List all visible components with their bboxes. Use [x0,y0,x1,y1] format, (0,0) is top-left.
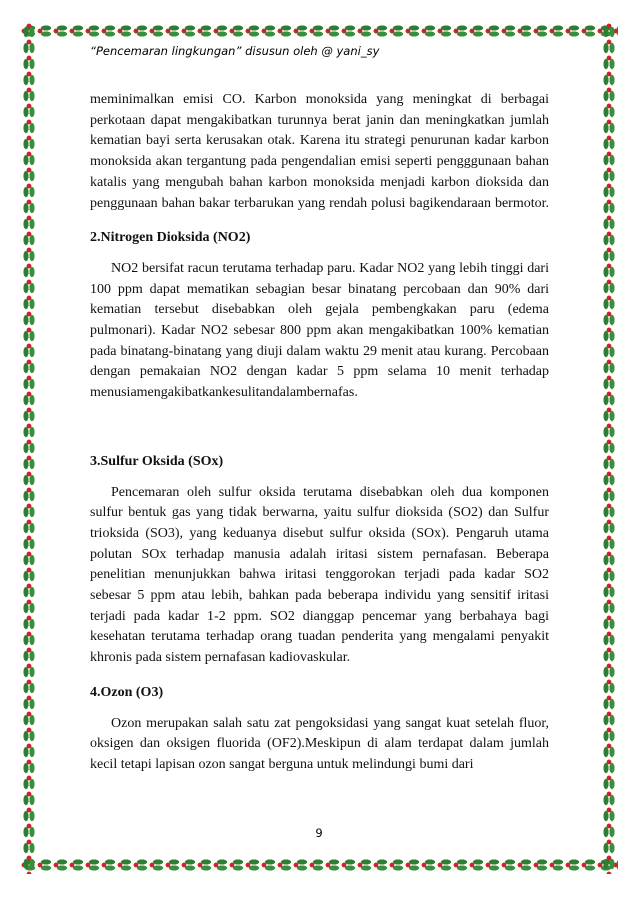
section-heading-sulfur-oksida: 3.Sulfur Oksida (SOx) [90,453,224,469]
section-body-sulfur-oksida: Pencemaran oleh sulfur oksida terutama disebabkan oleh dua komponen sulfur bentuk gas yang tidak berwarna, yaitu sulfur dioksida (SO2) dan Sulfur trioksida (SO3), yang keduanya disebut sulfur oksida (SOx). Pengaruh utama polutan SOx terhadap manusia adalah iritasi sistem pernafasan. Beberapa penelitian menunjukkan bahwa iritasi tenggorokan terjadi pada kadar SO2 sebesar 5 ppm atau lebih, bahkan pada beberapa individu yang sensitif iritasi terjadi pada kadar 1-2 ppm. SO2 dianggap pencemar yang berbahaya bagi kesehatan terutama terhadap orang tuadan penderita yang mengalami penyakit khronis pada sistem pernafasan kadiovaskular. [90,484,549,666]
section-body-ozon: Ozon merupakan salah satu zat pengoksidasi yang sangat kuat setelah fluor, oksigen dan oksigen fluorida (OF2).Meskipun di alam terdapat dalam jumlah kecil tetapi lapisan ozon sangat berguna untuk melindungi bumi dari [90,715,549,772]
intro-paragraph: meminimalkan emisi CO. Karbon monoksida yang meningkat di berbagai perkotaan dapat mengakibatkan turunnya berat janin dan meningkatkan jumlah kematian bayi serta kerusakan otak. Karena itu strategi penurunan kadar karbon monoksida akan tergantung pada pengendalian emisi seperti pengggunaan bahan katalis yang mengubah bahan karbon monoksida menjadi karbon dioksida dan penggunaan bahan bakar terbarukan yang rendah polusi bagikendaraan bermotor. [90,92,549,211]
decorative-border-top [20,22,618,40]
section-heading-nitrogen-dioksida: 2.Nitrogen Dioksida (NO2) [90,230,251,246]
document-body [90,90,549,776]
decorative-border-bottom [20,856,618,874]
decorative-border-right [600,22,618,874]
page-number: 9 [315,826,323,840]
section-body-nitrogen-dioksida: NO2 bersifat racun terutama terhadap paru. Kadar NO2 yang lebih tinggi dari 100 ppm dapat mematikan sebagian besar binatang percobaan dan 90% dari kematian tersebut disebabkan oleh gejala pembengkakan paru (edema pulmonari). Kadar NO2 sebesar 800 ppm akan mengakibatkan 100% kematian pada binatang-binatang yang diuji dalam waktu 29 menit atau kurang. Percobaan dengan pemakaian NO2 dengan kadar 5 ppm selama 10 menit terhadap menusiamengakibatkankesulitandalambernafas. [90,260,549,401]
page-header: “Pencemaran lingkungan” disusun oleh @ yani_sy [90,44,380,58]
decorative-border-left [20,22,38,874]
section-heading-ozon: 4.Ozon (O3) [90,684,164,700]
